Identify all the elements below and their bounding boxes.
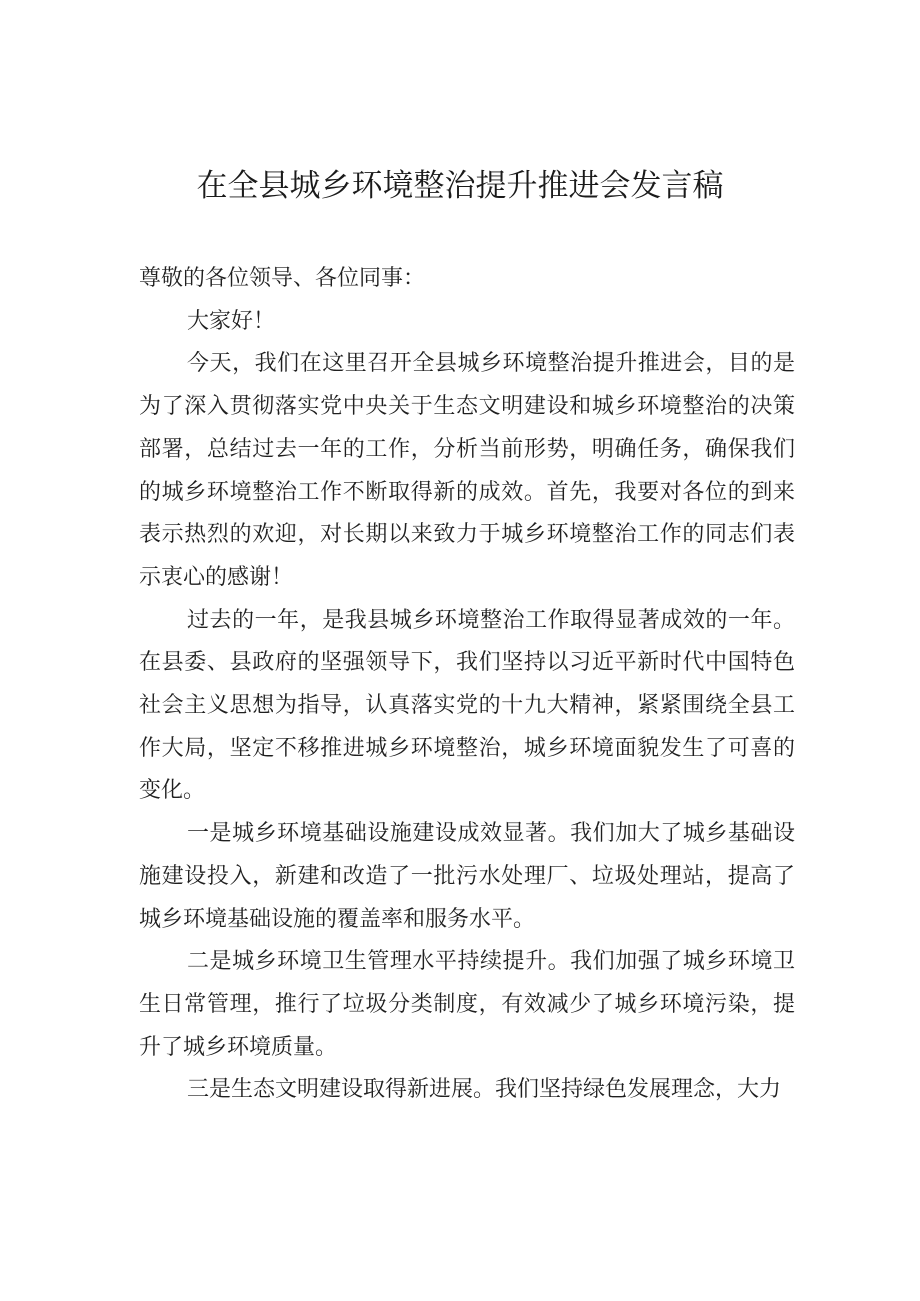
paragraph-review: 过去的一年，是我县城乡环境整治工作取得显著成效的一年。在县委、县政府的坚强领导下，我们坚持以习近平新时代中国特色社会主义思想为指导，认真落实党的十九大精神，紧紧围绕全县工作大局，坚定不移推进城乡环境整治，城乡环境面貌发生了可喜的变化。 xyxy=(139,607,795,804)
paragraph-point-one: 一是城乡环境基础设施建设成效显著。我们加大了城乡基础设施建设投入，新建和改造了一批污水处理厂、垃圾处理站，提高了城乡环境基础设施的覆盖率和服务水平。 xyxy=(139,821,795,932)
paragraph-opening: 今天，我们在这里召开全县城乡环境整治提升推进会，目的是为了深入贯彻落实党中央关于生态文明建设和城乡环境整治的决策部署，总结过去一年的工作，分析当前形势，明确任务，确保我们的城乡环境整治工作不断取得新的成效。首先，我要对各位的到来表示热烈的欢迎，对长期以来致力于城乡环境整治工作的同志们表示衷心的感谢！ xyxy=(139,351,795,590)
salutation: 尊敬的各位领导、各位同事： xyxy=(139,266,426,291)
document-body xyxy=(139,258,795,1112)
paragraph-point-two: 二是城乡环境卫生管理水平持续提升。我们加强了城乡环境卫生日常管理，推行了垃圾分类制度，有效减少了城乡环境污染，提升了城乡环境质量。 xyxy=(139,949,795,1060)
document-title: 在全县城乡环境整治提升推进会发言稿 xyxy=(196,168,724,204)
paragraph-greeting: 大家好！ xyxy=(187,308,276,334)
paragraph-point-three: 三是生态文明建设取得新进展。我们坚持绿色发展理念，大力 xyxy=(187,1077,782,1103)
